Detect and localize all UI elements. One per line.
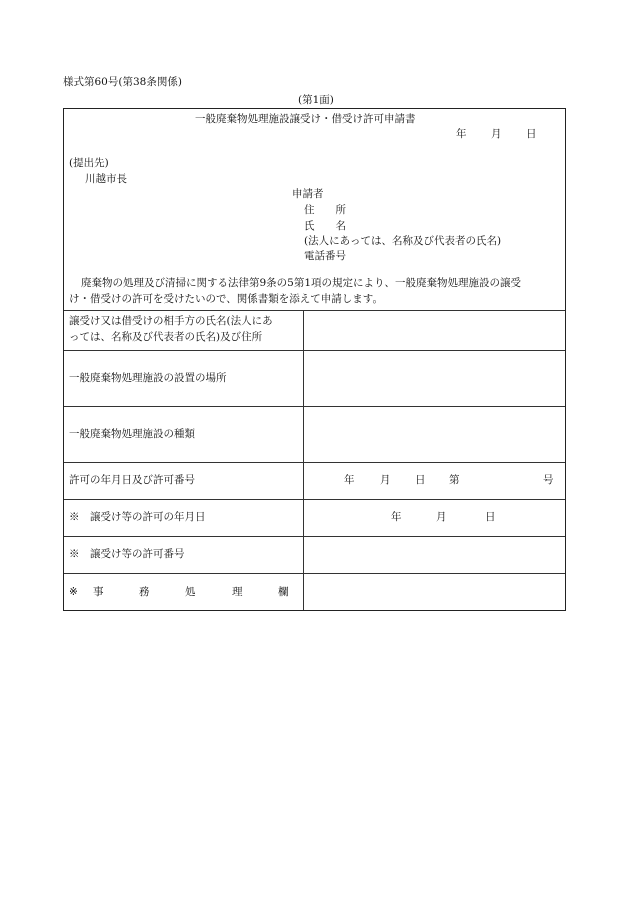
row5-month: 月: [436, 511, 447, 523]
row7-char: 理: [232, 586, 243, 598]
page-label: (第1面): [298, 94, 334, 106]
date-day-label: 日: [526, 128, 537, 140]
submit-to-recipient: 川越市長: [85, 173, 127, 185]
form-number: 様式第60号(第38条関係): [63, 76, 182, 88]
application-form: [63, 108, 566, 611]
address-label: 住 所: [304, 204, 346, 216]
row3-value-field[interactable]: [304, 407, 565, 462]
row5-year: 年: [391, 511, 402, 523]
row7-char: 事: [93, 586, 104, 598]
statement-line-2: け・借受けの許可を受けたいので、関係書類を添えて申請します。: [69, 293, 383, 305]
row6-value-field[interactable]: [304, 537, 565, 573]
row-divider: [64, 462, 565, 463]
row7-mark: ※: [69, 586, 78, 598]
row2-value-field[interactable]: [304, 351, 565, 406]
submit-to-label: (提出先): [69, 157, 109, 169]
row1-label-line1: 譲受け又は借受けの相手方の氏名(法人にあ: [69, 315, 273, 327]
row3-label: 一般廃棄物処理施設の種類: [69, 428, 195, 440]
date-month-label: 月: [491, 128, 502, 140]
row5-day: 日: [485, 511, 496, 523]
row5-label: ※ 譲受け等の許可の年月日: [69, 511, 206, 523]
applicant-label: 申請者: [292, 188, 324, 200]
row4-year: 年: [344, 474, 355, 486]
row4-dai: 第: [449, 474, 460, 486]
form-title: 一般廃棄物処理施設譲受け・借受け許可申請書: [195, 113, 416, 125]
row7-value-field[interactable]: [304, 574, 565, 610]
row7-char: 欄: [278, 586, 289, 598]
row1-value-field[interactable]: [304, 311, 565, 350]
row4-month: 月: [380, 474, 391, 486]
row4-label: 許可の年月日及び許可番号: [69, 474, 195, 486]
name-label: 氏 名: [304, 220, 346, 232]
phone-label: 電話番号: [304, 250, 346, 262]
row4-go: 号: [543, 474, 554, 486]
row4-day: 日: [415, 474, 426, 486]
corporation-note: (法人にあっては、名称及び代表者の氏名): [304, 235, 502, 247]
row6-label: ※ 譲受け等の許可番号: [69, 548, 185, 560]
row7-char: 務: [139, 586, 150, 598]
row2-label: 一般廃棄物処理施設の設置の場所: [69, 372, 227, 384]
statement-line-1: 廃棄物の処理及び清掃に関する法律第9条の5第1項の規定により、一般廃棄物処理施設の譲受: [81, 277, 522, 289]
date-year-label: 年: [456, 128, 467, 140]
row-divider: [64, 499, 565, 500]
row1-label-line2: っては、名称及び代表者の氏名)及び住所: [69, 331, 263, 343]
row7-char: 処: [185, 586, 196, 598]
